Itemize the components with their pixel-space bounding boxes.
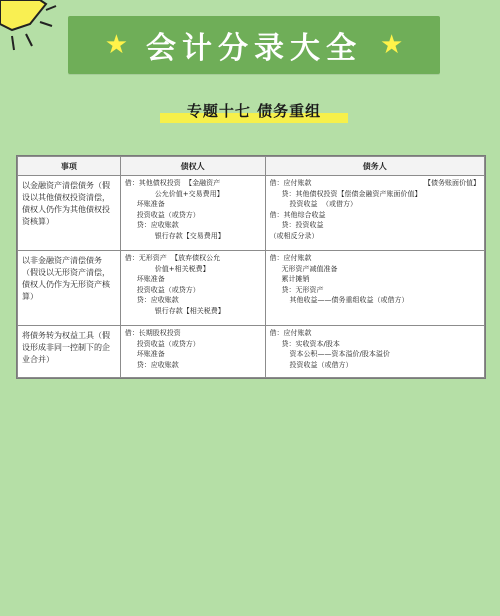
sunburst-decoration [0,0,60,60]
debtor-entry-text: 借：应付账款 [269,329,312,338]
debtor-entry-line [270,360,481,371]
debtor-entry-line [270,199,481,210]
debtor-entry-text: 累计摊销 [281,275,310,284]
debtor-entry-line [270,231,481,242]
debtor-entry-text: 借：应付账款 [269,179,312,187]
creditor-entry-text: 贷：应收账款 [136,296,179,305]
creditor-cell [120,251,265,326]
debtor-entry-text: （或相反分录） [269,231,319,240]
creditor-entry-line [125,339,261,350]
creditor-entry-text: 坏账准备 [136,275,165,284]
debtor-entry-line [270,349,481,360]
debtor-entry-text: 贷：其他债权投资【偿债金融资产账面价值】 [281,189,422,198]
creditor-entry-line [125,253,261,264]
debtor-cell [265,251,485,326]
star-right-icon: ★ [380,30,404,60]
subtitle-block [160,99,348,125]
debtor-cell [265,326,485,378]
debtor-entry-line [270,210,481,221]
item-cell: 以金融资产清偿债务（假设以其他债权投资清偿，债权人仍作为其他债权投资核算） [18,176,121,251]
star-left-icon: ★ [104,30,128,60]
table-row [18,251,485,326]
journal-table [16,155,486,379]
creditor-entry-line [125,306,261,317]
creditor-entry-line [125,264,261,275]
creditor-entry-line [125,199,261,210]
debtor-entry-text: 借：应付账款 [269,254,312,263]
creditor-entry-text: 贷：应收账款 [136,360,179,369]
debtor-cell [265,176,485,251]
creditor-entry-text: 坏账准备 [136,200,165,208]
creditor-entry-text: 借：无形资产 【放弃债权公允 [124,254,221,263]
creditor-entry-text: 借：其他债权投资 【金融资产 [124,179,221,187]
creditor-entry-text: 坏账准备 [136,350,165,359]
debtor-entry-text: 贷：投资收益 [281,221,324,229]
item-cell: 以非金融资产清偿债务（假设以无形资产清偿，债权人仍作为无形资产核算） [18,251,121,326]
debtor-entry-line [270,253,481,264]
debtor-entry-line [270,189,481,200]
creditor-cell [120,326,265,378]
table-row [18,176,485,251]
header-debtor: 债务人 [265,157,485,176]
creditor-entry-text: 银行存款【交易费用】 [154,231,225,240]
subtitle: 专题十七 债务重组 [186,102,322,120]
debtor-entry-text: 其他收益——债务重组收益（或借方） [289,296,409,305]
header-item: 事项 [18,157,121,176]
creditor-entry-line [125,328,261,339]
creditor-entry-text: 投资收益（或贷方） [136,210,200,219]
creditor-entry-text: 借：长期股权投资 [124,329,181,338]
creditor-entry-text: 投资收益（或贷方） [136,285,200,294]
creditor-entry-line [125,349,261,360]
creditor-entry-line [125,178,261,189]
debtor-entry-line [270,339,481,350]
table-row [18,326,485,378]
header-creditor: 债权人 [120,157,265,176]
creditor-entry-line [125,360,261,371]
debtor-entry-line [270,220,481,231]
creditor-entry-line [125,210,261,221]
debtor-entry-text: 贷：实收资本/股本 [281,339,340,348]
debtor-entry-note: 【债务账面价值】 [424,179,480,187]
debtor-entry-text: 借：其他综合收益 [269,210,326,219]
creditor-entry-text: 银行存款【相关税费】 [154,306,225,315]
creditor-entry-text: 贷：应收账款 [136,221,179,229]
debtor-entry-text: 贷：无形资产 [281,285,324,294]
creditor-entry-text: 价值+相关税费】 [154,264,210,273]
debtor-entry-text: 投资收益（或借方） [289,360,353,369]
item-cell: 将债务转为权益工具（假设形成非同一控制下的企业合并） [18,326,121,378]
table-header-row [18,157,485,176]
page-title: 会计分录大全 [146,31,362,66]
creditor-cell [120,176,265,251]
creditor-entry-line [125,231,261,242]
debtor-entry-line [270,274,481,285]
creditor-entry-text: 投资收益（或贷方） [136,339,200,348]
debtor-entry-line [270,328,481,339]
creditor-entry-line [125,295,261,306]
creditor-entry-text: 公允价值+交易费用】 [154,189,224,198]
debtor-entry-line [270,285,481,296]
creditor-entry-line [125,189,261,200]
debtor-entry-line [270,178,481,189]
debtor-entry-line [270,264,481,275]
debtor-entry-line [270,295,481,306]
debtor-entry-text: 资本公积——资本溢价/股本溢价 [289,350,390,359]
debtor-entry-text: 投资收益 （或借方） [289,200,357,208]
debtor-entry-text: 无形资产减值准备 [281,264,338,273]
creditor-entry-line [125,220,261,231]
creditor-entry-line [125,285,261,296]
title-banner [68,16,440,74]
creditor-entry-line [125,274,261,285]
